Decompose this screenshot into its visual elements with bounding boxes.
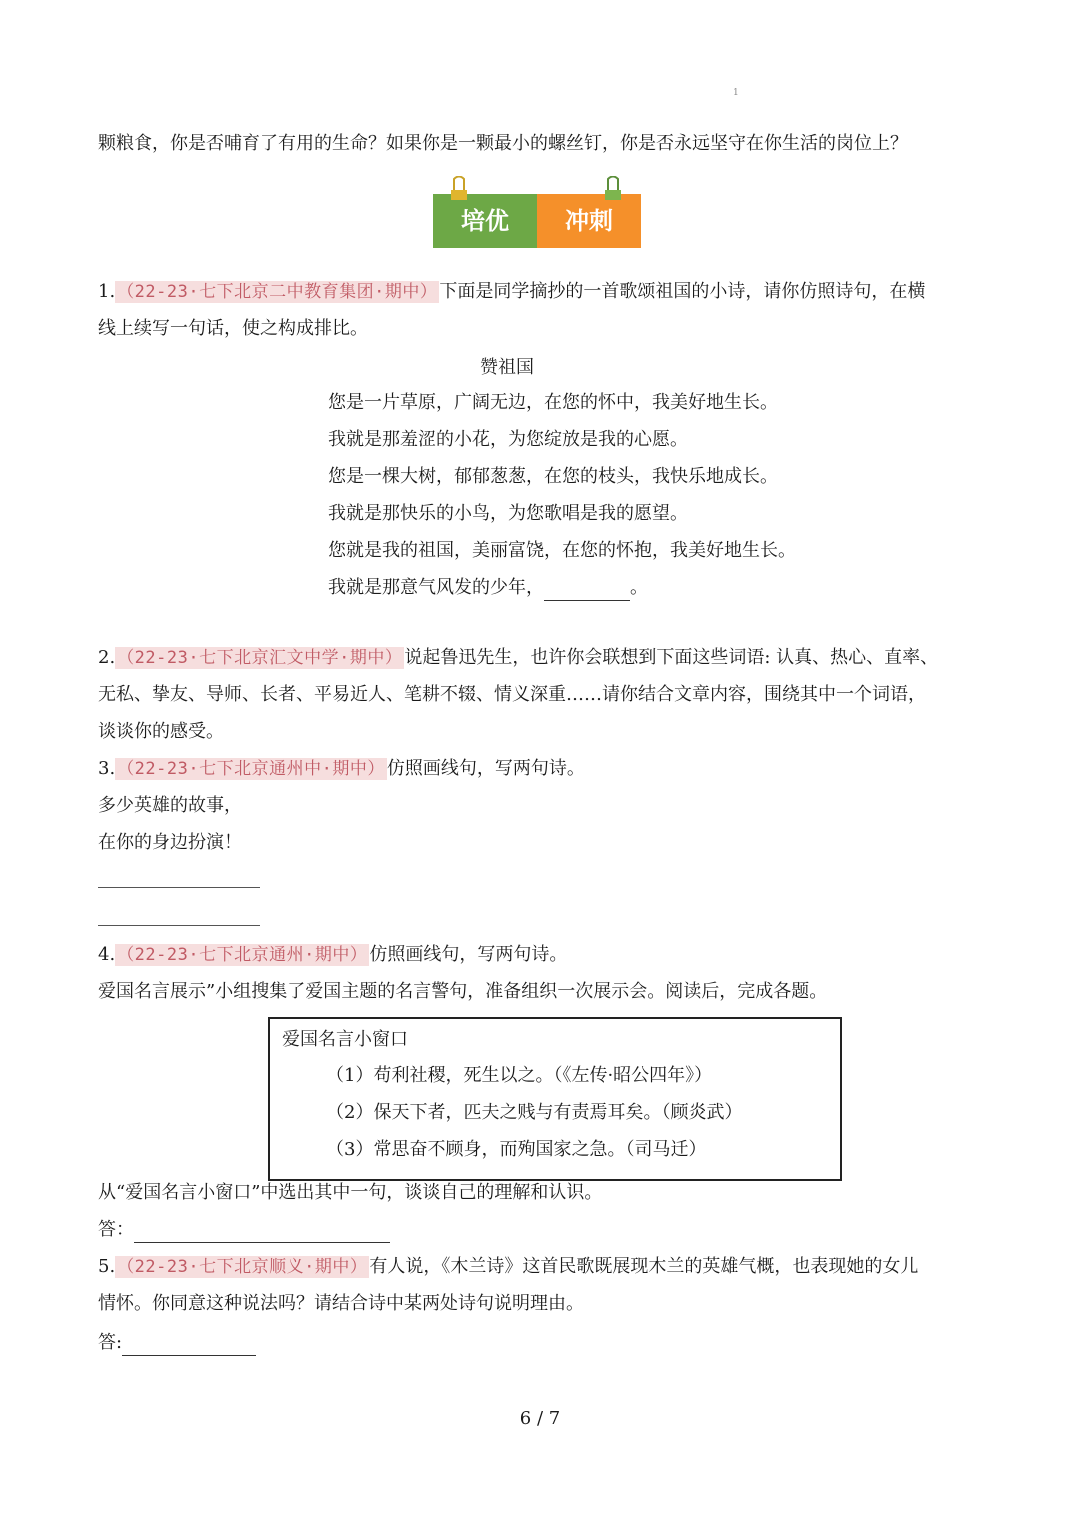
question-number: 2. — [98, 647, 116, 668]
intro-line: 颗粮食，你是否哺育了有用的生命？如果你是一颗最小的螺丝钉，你是否永远坚守在你生活的岗位上？ — [98, 133, 908, 154]
binder-clip-icon — [449, 176, 469, 202]
quote-item: （2）保天下者，匹夫之贱与有责焉耳矣。（顾炎武） — [326, 1102, 743, 1123]
section-banner — [433, 176, 641, 250]
answer-row — [98, 1330, 256, 1356]
source-tag: （22-23·七下北京二中教育集团·期中） — [117, 282, 438, 302]
question-text: 仿照画线句，写两句诗。 — [369, 944, 568, 965]
quote-item: （1）苟利社稷，死生以之。（《左传·昭公四年》） — [326, 1065, 713, 1086]
question-5 — [98, 1254, 918, 1280]
verse-line: 在你的身边扮演！ — [98, 832, 242, 853]
poem-line: 您就是我的祖国，美丽富饶，在您的怀抱，我美好地生长。 — [328, 540, 796, 561]
answer-blank[interactable] — [544, 582, 630, 601]
poem-line: 我就是那快乐的小鸟，为您歌唱是我的愿望。 — [328, 503, 688, 524]
banner-left-label: 培优 — [461, 207, 509, 235]
question-3 — [98, 756, 585, 782]
poem-line: 您是一棵大树，郁郁葱葱，在您的枝头，我快乐地成长。 — [328, 466, 778, 487]
source-tag: （22-23·七下北京汇文中学·期中） — [117, 648, 403, 668]
poem-line-end: 。 — [630, 577, 648, 598]
question-text-cont: 无私、挚友、导师、长者、平易近人、笔耕不辍、情义深重……请你结合文章内容，围绕其中一个词语， — [98, 684, 926, 705]
quote-item: （3）常思奋不顾身，而殉国家之急。（司马迁） — [326, 1139, 707, 1160]
source-tag: （22-23·七下北京通州·期中） — [117, 945, 368, 965]
question-2 — [98, 645, 938, 671]
answer-label: 答: — [98, 1332, 123, 1353]
poem-line: 您是一片草原，广阔无边，在您的怀中，我美好地生长。 — [328, 392, 778, 413]
question-4 — [98, 942, 567, 968]
binder-clip-icon — [603, 176, 623, 202]
quote-box-title: 爱国名言小窗口 — [282, 1029, 408, 1050]
question-text-cont: 情怀。你同意这种说法吗？请结合诗中某两处诗句说明理由。 — [98, 1293, 584, 1314]
question-number: 1. — [98, 281, 116, 302]
source-tag: （22-23·七下北京顺义·期中） — [117, 1257, 368, 1277]
poem-fill-line — [328, 575, 648, 601]
source-tag: （22-23·七下北京通州中·期中） — [117, 759, 385, 779]
answer-row — [98, 1217, 390, 1243]
page-number: 6 / 7 — [519, 1408, 561, 1429]
question-text: 说起鲁迅先生，也许你会联想到下面这些词语: 认真、热心、直率、 — [404, 647, 939, 668]
answer-blank[interactable] — [134, 1224, 390, 1243]
quote-box — [268, 1017, 842, 1181]
question-text-cont: 谈谈你的感受。 — [98, 721, 224, 742]
answer-label: 答： — [98, 1219, 134, 1240]
verse-line: 多少英雄的故事， — [98, 795, 242, 816]
question-text: 有人说，《木兰诗》这首民歌既展现木兰的英雄气概，也表现她的女儿 — [369, 1256, 919, 1277]
answer-line[interactable] — [98, 925, 260, 926]
question-number: 3. — [98, 758, 116, 779]
page-marker: 1 — [733, 88, 739, 98]
banner-right-label: 冲刺 — [565, 207, 613, 235]
question-text: 下面是同学摘抄的一首歌颂祖国的小诗，请你仿照诗句，在横 — [439, 281, 926, 302]
poem-line: 我就是那羞涩的小花，为您绽放是我的心愿。 — [328, 429, 688, 450]
question-text-cont: 爱国名言展示”小组搜集了爱国主题的名言警句，准备组织一次展示会。阅读后，完成各题。 — [98, 981, 828, 1002]
question-text: 仿照画线句，写两句诗。 — [386, 758, 585, 779]
question-number: 4. — [98, 944, 116, 965]
poem-line-start: 我就是那意气风发的少年， — [328, 577, 544, 598]
question-1 — [98, 279, 925, 305]
poem-title: 赞祖国 — [480, 357, 534, 378]
answer-line[interactable] — [98, 887, 260, 888]
question-number: 5. — [98, 1256, 116, 1277]
question-text-cont: 线上续写一句话，使之构成排比。 — [98, 318, 368, 339]
answer-blank[interactable] — [122, 1337, 256, 1356]
question-prompt: 从“爱国名言小窗口”中选出其中一句，谈谈自己的理解和认识。 — [98, 1182, 603, 1203]
